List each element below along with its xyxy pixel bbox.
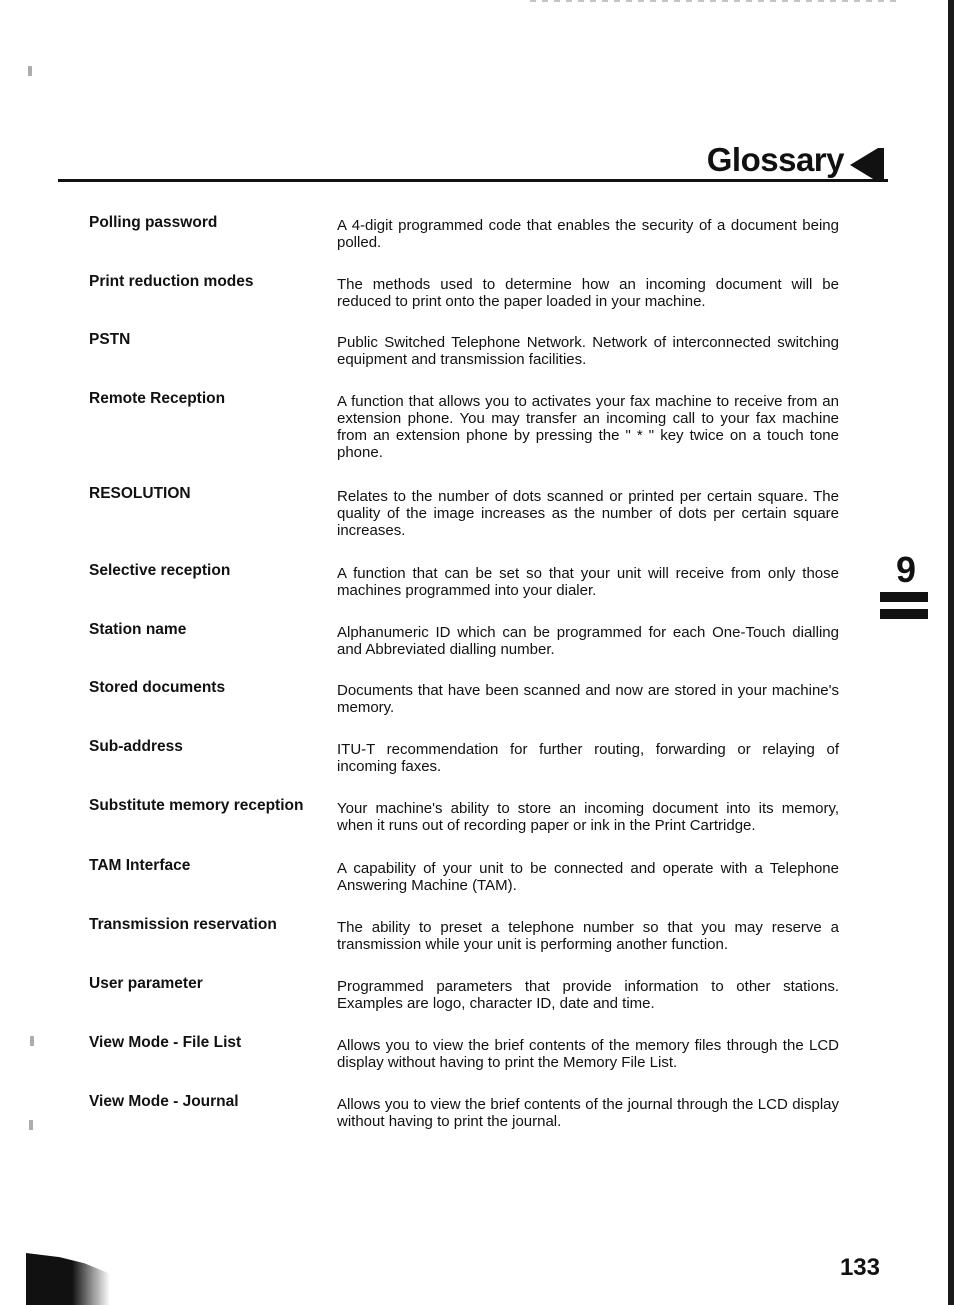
glossary-definition: The ability to preset a telephone number so that you may reserve a transmission while your unit is performing another function.	[337, 919, 839, 953]
glossary-term: View Mode - File List	[89, 1034, 242, 1051]
glossary-definition: Relates to the number of dots scanned or printed per certain square. The quality of the image increases as the number of dots per certain square increases.	[337, 488, 839, 539]
scan-artifact	[28, 66, 32, 76]
scan-artifact	[530, 0, 900, 2]
page-number: 133	[839, 1254, 880, 1281]
chapter-tab-bar	[880, 609, 928, 619]
glossary-term: Stored documents	[89, 679, 226, 696]
glossary-definition: The methods used to determine how an incoming document will be reduced to print onto the paper loaded in your machine.	[337, 276, 839, 310]
glossary-term: Transmission reservation	[89, 916, 277, 933]
glossary-term: Polling password	[89, 214, 218, 231]
glossary-term: View Mode - Journal	[89, 1093, 239, 1110]
glossary-term: PSTN	[89, 331, 131, 348]
glossary-definition: Your machine's ability to store an incoming document into its memory, when it runs out of recording paper or ink in the Print Cartridge.	[337, 800, 839, 834]
glossary-definition: Allows you to view the brief contents of the memory files through the LCD display without having to print the Memory File List.	[337, 1037, 839, 1071]
glossary-term: TAM Interface	[89, 857, 191, 874]
glossary-definition: Programmed parameters that provide information to other stations. Examples are logo, character ID, date and time.	[337, 978, 839, 1012]
title-rule	[58, 179, 888, 182]
glossary-definition: A function that allows you to activates your fax machine to receive from an extension phone. You may transfer an incoming call to your fax machine from an extension phone by pressing the " * " key twice on a touch tone phone.	[337, 393, 839, 461]
glossary-definition: Public Switched Telephone Network. Network of interconnected switching equipment and transmission facilities.	[337, 334, 839, 368]
scan-artifact	[30, 1036, 34, 1046]
glossary-definition: Allows you to view the brief contents of the journal through the LCD display without having to print the journal.	[337, 1096, 839, 1130]
glossary-term: Substitute memory reception	[89, 797, 304, 814]
glossary-term: Remote Reception	[89, 390, 226, 407]
glossary-definition: A capability of your unit to be connected and operate with a Telephone Answering Machine (TAM).	[337, 860, 839, 894]
glossary-definition: A function that can be set so that your unit will receive from only those machines programmed into your dialer.	[337, 565, 839, 599]
chapter-tab-bar	[880, 592, 928, 602]
glossary-term: RESOLUTION	[89, 485, 191, 502]
scan-artifact	[26, 1253, 110, 1305]
glossary-definition: ITU-T recommendation for further routing, forwarding or relaying of incoming faxes.	[337, 741, 839, 775]
chapter-tab-number: 9	[895, 549, 917, 590]
glossary-definition: Alphanumeric ID which can be programmed for each One-Touch dialling and Abbreviated dialling number.	[337, 624, 839, 658]
glossary-term: Print reduction modes	[89, 273, 254, 290]
scan-artifact	[29, 1120, 33, 1130]
page-edge-shadow	[948, 0, 954, 1305]
glossary-term: Sub-address	[89, 738, 183, 755]
glossary-definition: A 4-digit programmed code that enables the security of a document being polled.	[337, 217, 839, 251]
page-title: Glossary	[706, 141, 844, 178]
glossary-term: User parameter	[89, 975, 203, 992]
glossary-definition: Documents that have been scanned and now are stored in your machine's memory.	[337, 682, 839, 716]
glossary-term: Selective reception	[89, 562, 231, 579]
glossary-term: Station name	[89, 621, 187, 638]
